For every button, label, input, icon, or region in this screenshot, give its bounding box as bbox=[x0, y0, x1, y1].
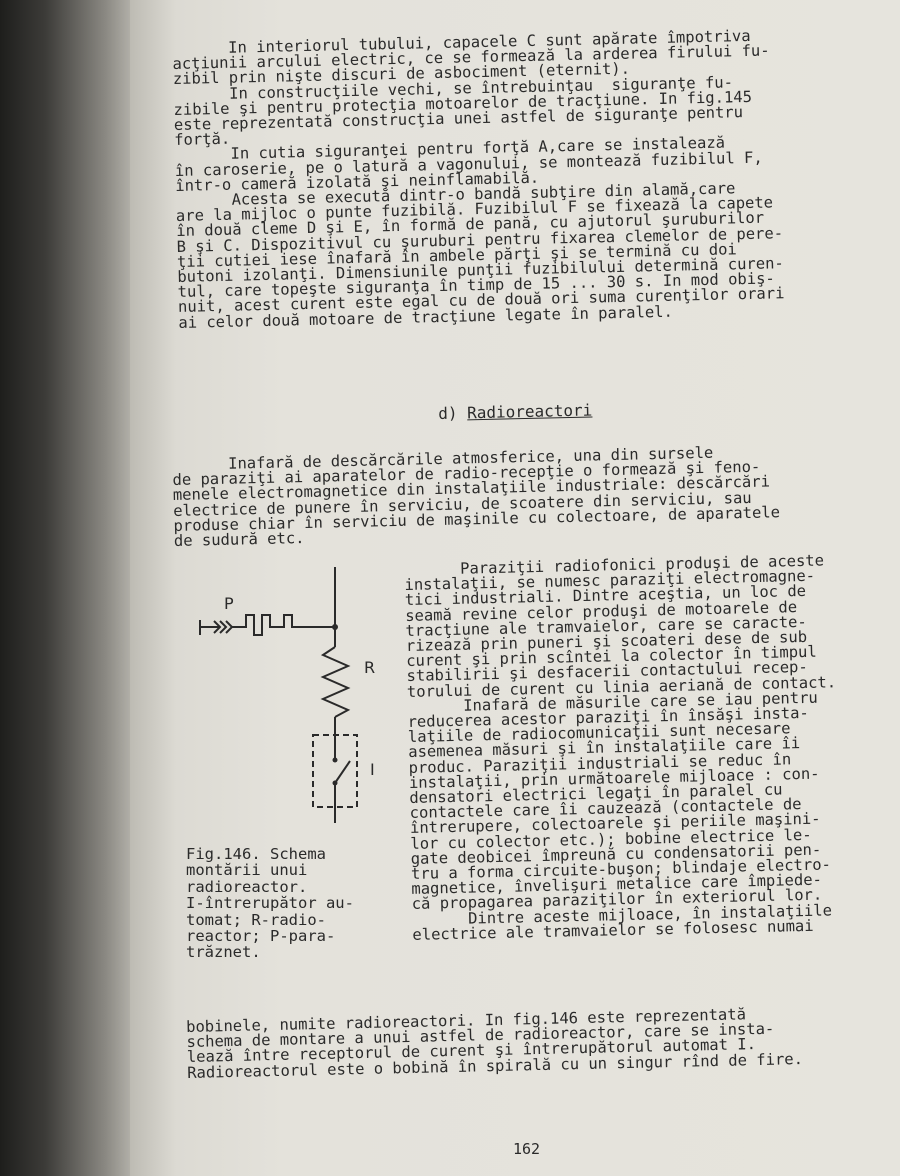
label-i: I bbox=[370, 760, 375, 779]
junction-dot bbox=[332, 624, 338, 630]
lightning-arrester-symbol bbox=[200, 615, 335, 635]
book-gutter bbox=[0, 0, 150, 1176]
paragraph-radioreactors: bobinele, numite radioreactori. In fig.146 este reprezentată schema de montare a unui astfel de radioreactor, care se insta- lează între receptorul de curent şi întrerupătorul automat I. Radioreactorul este o bobină în spirală cu un singur rînd de fire. bbox=[185, 1005, 804, 1082]
reactor-coil-symbol bbox=[323, 647, 348, 717]
section-title: Radioreactori bbox=[466, 400, 593, 423]
breaker-terminal-bottom bbox=[333, 781, 338, 786]
figure-caption: Fig.146. Schema montării unui radioreactor. I-întrerupător au- tomat; R-radio- reactor; P-para- trăznet. bbox=[186, 845, 354, 962]
paragraph-industrial-interference: Paraziţii radiofonici produşi de aceste instalaţii, se numesc paraziţi electromagne- tici industriali. Dintre aceştia, un loc de seamă revine celor produşi de motoarele de tracţiune ale tramvaielor, care se caracte- rizează prin puneri şi scoateri dese de sub curent şi prin scîntei la colector în timpul stabilirii şi desfacerii contactului recep- torului de curent cu linia aeriană de contact. Inafară de măsurile care se iau pentru reducerea acestor paraziţi în însăşi insta- laţiile de radiocomunicaţii sunt necesare asemenea măsuri şi în instalaţiile care îi produc. Paraziţii industriali se reduc în instalaţii, prin următoarele mijloace : con- densatori electrici legaţi în paralel cu contactele care îi cauzează (contactele de întrerupere, colectoarele şi periile maşini- lor cu colector etc.); bobine electrice le- gate deobicei împreună cu condensatorii pen- tru a forma circuite-buşon; blindaje electro- magnetice, învelişuri metalice care împiede- că propagarea paraziţilor în exteriorul lor. Dintre aceste mijloace, în instalaţiile electrice ale tramvaielor se folosesc numai bbox=[403, 551, 837, 944]
radioreactor-schematic bbox=[188, 565, 388, 825]
breaker-terminal-top bbox=[333, 758, 338, 763]
label-p: P bbox=[224, 594, 234, 613]
label-r: R bbox=[364, 658, 376, 677]
paragraph-intro: Inafară de descărcările atmosferice, una din sursele de paraziţi ai aparatelor de radio-recepţie o formează şi feno- menele electromagnetice din instalaţiile industriale: descărcări electrice de punere în serviciu, de scoatere din serviciu, sau produse chiar în serviciu de maşinile cu colectoare, de aparatele de sudură etc. bbox=[171, 443, 781, 550]
paragraph-fuse-protection: In interiorul tubului, capacele C sunt apărate împotriva acţiunii arcului electric, ce se formează la arderea firului fu- zibil prin nişte discuri de asbociment (eternit). In construcţiile vechi, se întrebuinţau siguranţe fu- zibile şi pentru protecţia motoarelor de tracţiune. In fig.145 este reprezentată construcţia unei astfel de siguranţe pentru forţă. In cutia siguranţei pentru forţă A,care se instalează în caroserie, pe o latură a vagonului, se montează fuzibilul F, într-o cameră izolată şi neinflamabilă. Acesta se execută dintr-o bandă subţire din alamă,care are la mijloc o punte fuzibilă. Fuzibilul F se fixează la capete în două cleme D şi E, în formă de pană, cu ajutorul şuruburilor B şi C. Dispozitivul cu şuruburi pentru fixarea clemelor de pere- ţii cutiei iese înafară în ambele părţi şi se termină cu doi butoni izolanţi. Dimensiunile punţii fuzibilului determină curen- tul, care topeşte siguranţa în timp de 15 ... 30 s. In mod obiş- nuit, acest curent este egal cu de două ori suma curenţilor orari ai celor două motoare de tracţiune legate în paralel. bbox=[171, 26, 785, 332]
section-letter: d) bbox=[438, 403, 458, 423]
section-heading bbox=[438, 401, 593, 423]
breaker-contact bbox=[335, 761, 350, 783]
page-number: 162 bbox=[513, 1140, 541, 1158]
